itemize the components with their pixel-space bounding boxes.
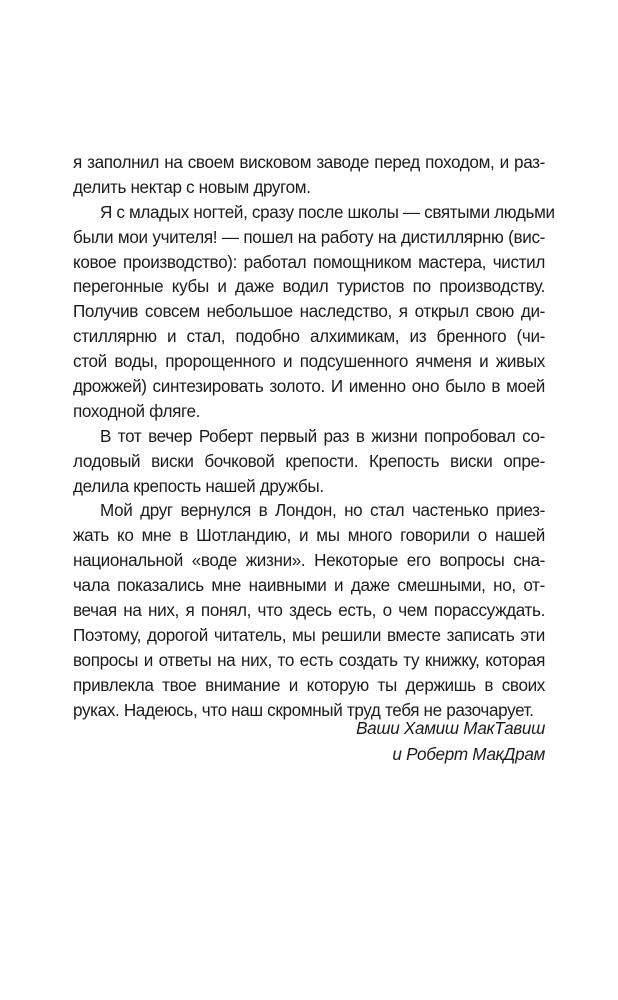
text-line: стиллярню и стал, подобно алхимикам, из бренного (чи- [73, 327, 545, 347]
text-line: я заполнил на своем висковом заводе перед походом, и раз- [73, 153, 545, 172]
text-line: привлекла твое внимание и которую ты держишь в своих [73, 675, 545, 695]
text-line: жать ко мне в Шотландию, и мы много говорили о нашей [73, 526, 545, 546]
text-line: чала показались мне наивными и даже смешными, но, от- [73, 576, 545, 596]
text-line: Я с младых ногтей, сразу после школы — святыми людьми [100, 202, 555, 222]
text-line: дрожжей) синтезировать золото. И именно оно было в моей [73, 377, 545, 397]
text-line: В тот вечер Роберт первый раз в жизни попробовал со- [100, 426, 545, 446]
text-line: перегонные кубы и даже водил туристов по производству. [73, 277, 545, 297]
text-line: руках. Надеюсь, что наш скромный труд тебя не разочарует. [73, 700, 534, 720]
text-line: Получив совсем небольшое наследство, я открыл свою ди- [73, 302, 545, 322]
text-line: лодовый виски бочковой крепости. Крепость виски опре- [73, 451, 545, 471]
signature [245, 716, 545, 768]
signature-line-1: Ваши Хамиш МакТавиш [356, 719, 545, 738]
text-line: Мой друг вернулся в Лондон, но стал частенько приез- [100, 501, 545, 521]
text-line: ковое производство): работал помощником мастера, чистил [73, 252, 545, 272]
text-line: стой воды, пророщенного и подсушенного ячменя и живых [73, 352, 545, 372]
text-line: делить нектар с новым другом. [73, 177, 311, 197]
text-line: походной фляге. [73, 401, 201, 421]
signature-line-2: и Роберт МакДрам [392, 745, 545, 764]
body-text [73, 151, 555, 723]
text-line: вопросы и ответы на них, то есть создать ту книжку, которая [73, 650, 545, 670]
text-line: делила крепость нашей дружбы. [73, 476, 324, 496]
text-line: вечая на них, я понял, что здесь есть, о чем порассуждать. [73, 601, 545, 621]
text-line: были мои учителя! — пошел на работу на дистиллярню (вис- [73, 227, 545, 247]
text-line: национальной «воде жизни». Некоторые его вопросы сна- [73, 551, 545, 571]
text-line: Поэтому, дорогой читатель, мы решили вместе записать эти [73, 625, 545, 645]
